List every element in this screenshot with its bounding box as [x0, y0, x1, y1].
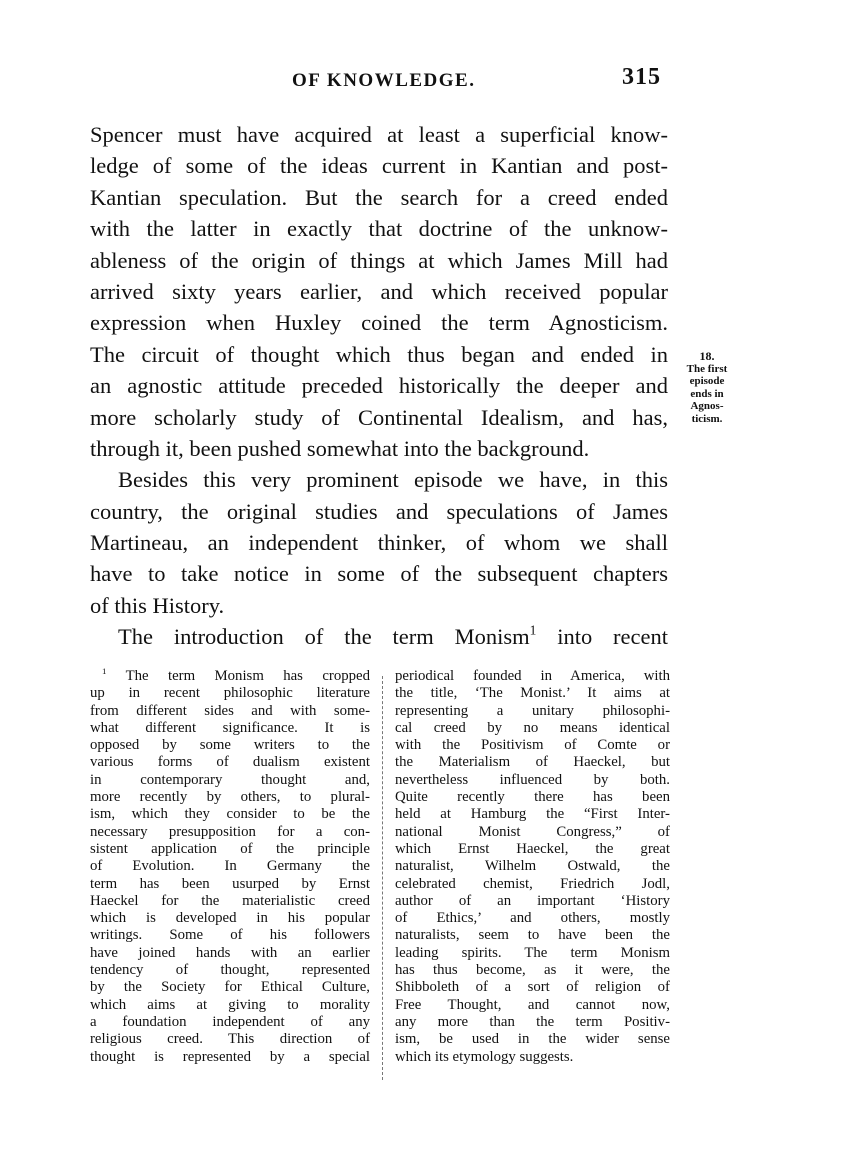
body-line: The circuit of thought which thus began and ended in: [90, 341, 668, 367]
footnote-column-left: [90, 665, 370, 1066]
footnote-line: the title, ‘The Monist.’ It aims at: [395, 685, 670, 702]
footnote-line: naturalist, Wilhelm Ostwald, the: [395, 858, 670, 875]
footnote-line: Quite recently there has been: [395, 789, 670, 806]
footnote-line: nevertheless influenced by both.: [395, 771, 670, 788]
footnote-line: cal creed by no means identical: [395, 719, 670, 736]
footnote: [90, 665, 670, 1088]
body-line: an agnostic attitude preceded historically the deeper and: [90, 373, 668, 399]
footnote-line: necessary presupposition for a con-: [90, 823, 370, 840]
footnote-line-text: The term Monism has cropped: [125, 668, 370, 684]
body-line-with-footnote-ref: [90, 621, 668, 652]
margin-note-line: episode: [689, 375, 725, 387]
body-line: arrived sixty years earlier, and which received popular: [90, 278, 668, 304]
footnote-line: thought is represented by a special: [90, 1048, 370, 1065]
body-line: ledge of some of the ideas current in Kantian and post-: [90, 153, 668, 179]
footnote-line: leading spirits. The term Monism: [395, 944, 670, 961]
footnote-line: periodical founded in America, with: [395, 668, 670, 684]
body-line: Besides this very prominent episode we have, in this: [118, 467, 668, 493]
footnote-line: national Monist Congress,” of: [395, 823, 670, 840]
body-line: expression when Huxley coined the term Agnosticism.: [90, 310, 668, 336]
footnote-line: naturalists, seem to have been the: [395, 927, 670, 944]
footnote-line: more recently by others, to plural-: [90, 789, 370, 806]
margin-note-line: Agnos-: [690, 400, 724, 412]
footnote-line: which its etymology suggests.: [395, 1048, 574, 1065]
footnote-line: Shibboleth of a sort of religion of: [395, 979, 670, 996]
margin-note-line: The first: [686, 362, 728, 375]
body-line: with the latter in exactly that doctrine of the unknow-: [90, 216, 668, 242]
footnote-line: a foundation independent of any: [90, 1013, 370, 1030]
footnote-line: which is developed in his popular: [90, 910, 370, 927]
footnote-line: in contemporary thought and,: [90, 771, 370, 788]
footnote-reference: 1: [529, 622, 537, 638]
footnote-line: of Ethics,’ and others, mostly: [395, 910, 670, 927]
footnote-line: Free Thought, and cannot now,: [395, 996, 670, 1013]
body-line: through it, been pushed somewhat into the background.: [90, 435, 590, 461]
footnote-line: what different significance. It is: [90, 719, 370, 736]
footnote-line: have joined hands with an earlier: [90, 944, 370, 961]
footnote-line: which Ernst Haeckel, the great: [395, 840, 670, 857]
margin-note-line: ends in: [690, 387, 724, 400]
footnote-line: sistent application of the principle: [90, 840, 370, 857]
footnote-line: tendency of thought, represented: [90, 962, 370, 979]
body-line: ableness of the origin of things at which James Mill had: [90, 247, 668, 273]
footnote-line: celebrated chemist, Friedrich Jodl,: [395, 875, 670, 892]
margin-note-line: ticism.: [691, 412, 723, 425]
running-head: OF KNOWLEDGE.: [292, 70, 476, 91]
footnote-line: which aims at giving to morality: [90, 996, 370, 1013]
body-line: more scholarly study of Continental Idealism, and has,: [90, 404, 668, 430]
body-line-part: into recent: [557, 624, 668, 650]
body-line-part: The introduction of the term Monism: [118, 624, 530, 650]
footnote-line: any more than the term Positiv-: [395, 1013, 670, 1030]
footnote-line: Haeckel for the materialistic creed: [90, 892, 370, 909]
body-line: have to take notice in some of the subsequent chapters: [90, 561, 668, 587]
body-line: Martineau, an independent thinker, of whom we shall: [90, 530, 668, 556]
page-number: 315: [622, 64, 661, 90]
footnote-line: writings. Some of his followers: [90, 927, 370, 944]
footnote-line: has thus become, as it were, the: [395, 962, 670, 979]
body-line: country, the original studies and speculations of James: [90, 498, 668, 524]
footnote-marker: 1: [102, 665, 107, 676]
footnote-line: term has been usurped by Ernst: [90, 875, 370, 892]
page-header: [0, 64, 850, 100]
footnote-line: ism, be used in the wider sense: [395, 1031, 670, 1048]
footnote-line: by the Society for Ethical Culture,: [90, 979, 370, 996]
body-line: Kantian speculation. But the search for a creed ended: [90, 184, 668, 210]
footnote-line: with the Positivism of Comte or: [395, 737, 670, 754]
footnote-line: religious creed. This direction of: [90, 1031, 370, 1048]
footnote-line: of Evolution. In Germany the: [90, 858, 370, 875]
margin-note-number: 18.: [699, 349, 715, 363]
footnote-line: [90, 665, 370, 685]
column-divider: [382, 676, 383, 1080]
footnote-line: ism, which they consider to be the: [90, 806, 370, 823]
footnote-line: representing a unitary philosophi-: [395, 702, 670, 719]
body-line: Spencer must have acquired at least a superficial know-: [90, 122, 668, 147]
footnote-line: held at Hamburg the “First Inter-: [395, 806, 670, 823]
footnote-line: from different sides and with some-: [90, 702, 370, 719]
footnote-line: up in recent philosophic literature: [90, 685, 370, 702]
footnote-line: author of an important ‘History: [395, 892, 670, 909]
footnote-line: various forms of dualism existent: [90, 754, 370, 771]
margin-note: [672, 350, 742, 425]
footnote-column-right: [395, 668, 670, 1066]
body-text: [90, 119, 668, 653]
footnote-line: the Materialism of Haeckel, but: [395, 754, 670, 771]
body-line: of this History.: [90, 592, 225, 618]
footnote-line: opposed by some writers to the: [90, 737, 370, 754]
